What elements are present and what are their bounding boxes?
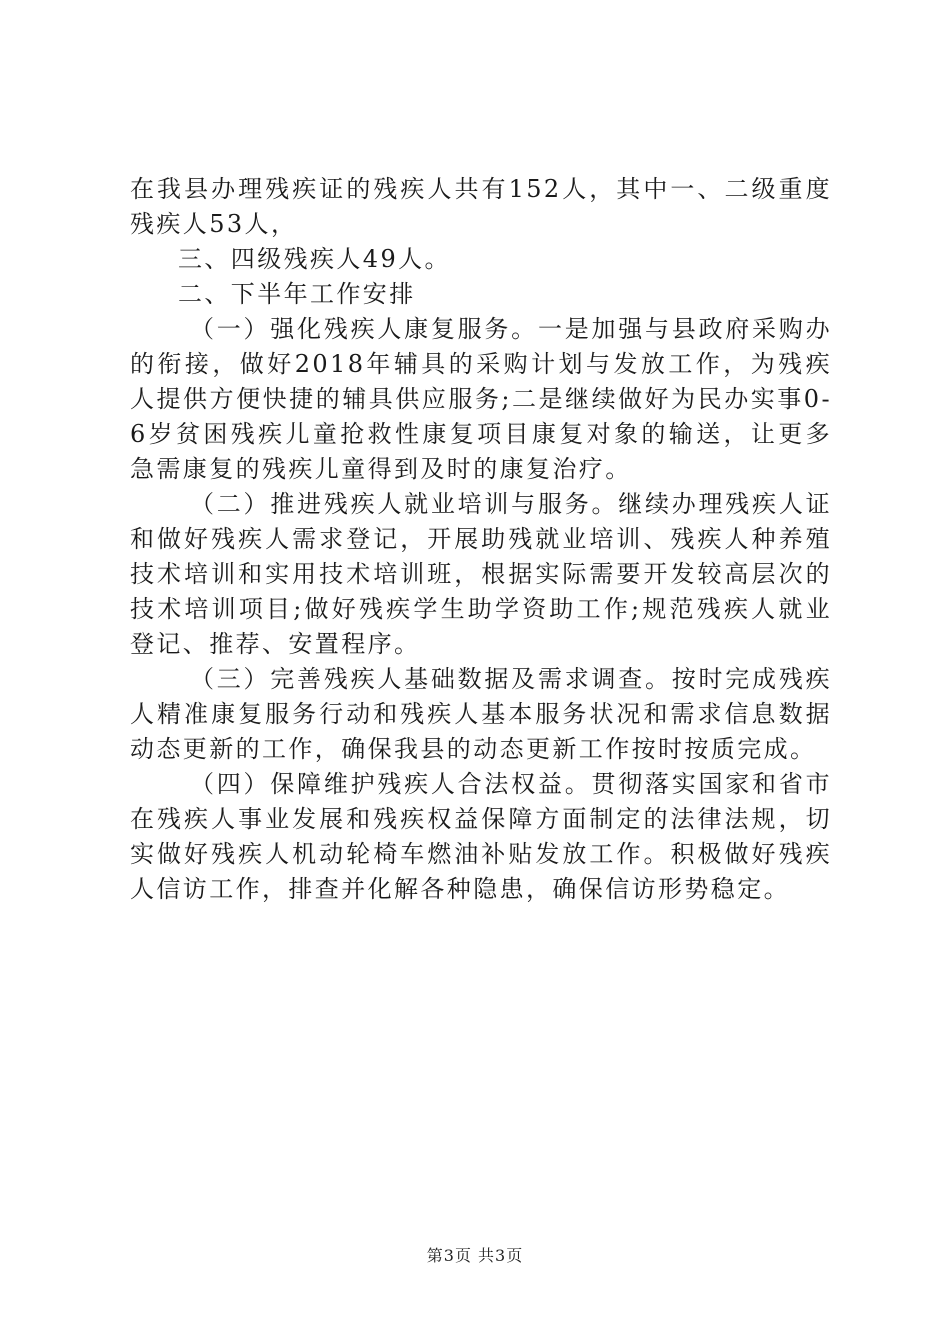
paragraph-item-4-rights: （四）保障维护残疾人合法权益。贯彻落实国家和省市在残疾人事业发展和残疾权益保障方面制定的法律法规，切实做好残疾人机动轮椅车燃油补贴发放工作。积极做好残疾人信访工作，排查并化解各种隐患，确保信访形势稳定。 <box>130 770 832 903</box>
paragraph-item-2-employment: （二）推进残疾人就业培训与服务。继续办理残疾人证和做好残疾人需求登记，开展助残就业培训、残疾人种养殖技术培训和实用技术培训班，根据实际需要开发较高层次的技术培训项目;做好残疾学生助学资助工作;规范残疾人就业登记、推荐、安置程序。 <box>130 490 832 658</box>
page-number-footer: 第3页 共3页 <box>426 1246 524 1265</box>
paragraph-item-1-rehabilitation: （一）强化残疾人康复服务。一是加强与县政府采购办的衔接，做好2018年辅具的采购计划与发放工作，为残疾人提供方便快捷的辅具供应服务;二是继续做好为民办实事0-6岁贫困残疾儿童抢救性康复项目康复对象的输送，让更多急需康复的残疾儿童得到及时的康复治疗。 <box>130 315 832 483</box>
document-body <box>130 172 832 907</box>
paragraph-item-3-data-survey: （三）完善残疾人基础数据及需求调查。按时完成残疾人精准康复服务行动和残疾人基本服务状况和需求信息数据动态更新的工作，确保我县的动态更新工作按时按质完成。 <box>130 665 832 763</box>
paragraph-disabled-level-3-4: 三、四级残疾人49人。 <box>178 245 451 273</box>
section-heading-second-half-plan: 二、下半年工作安排 <box>178 280 416 308</box>
paragraph-disabled-count: 在我县办理残疾证的残疾人共有152人，其中一、二级重度残疾人53人， <box>130 175 832 238</box>
